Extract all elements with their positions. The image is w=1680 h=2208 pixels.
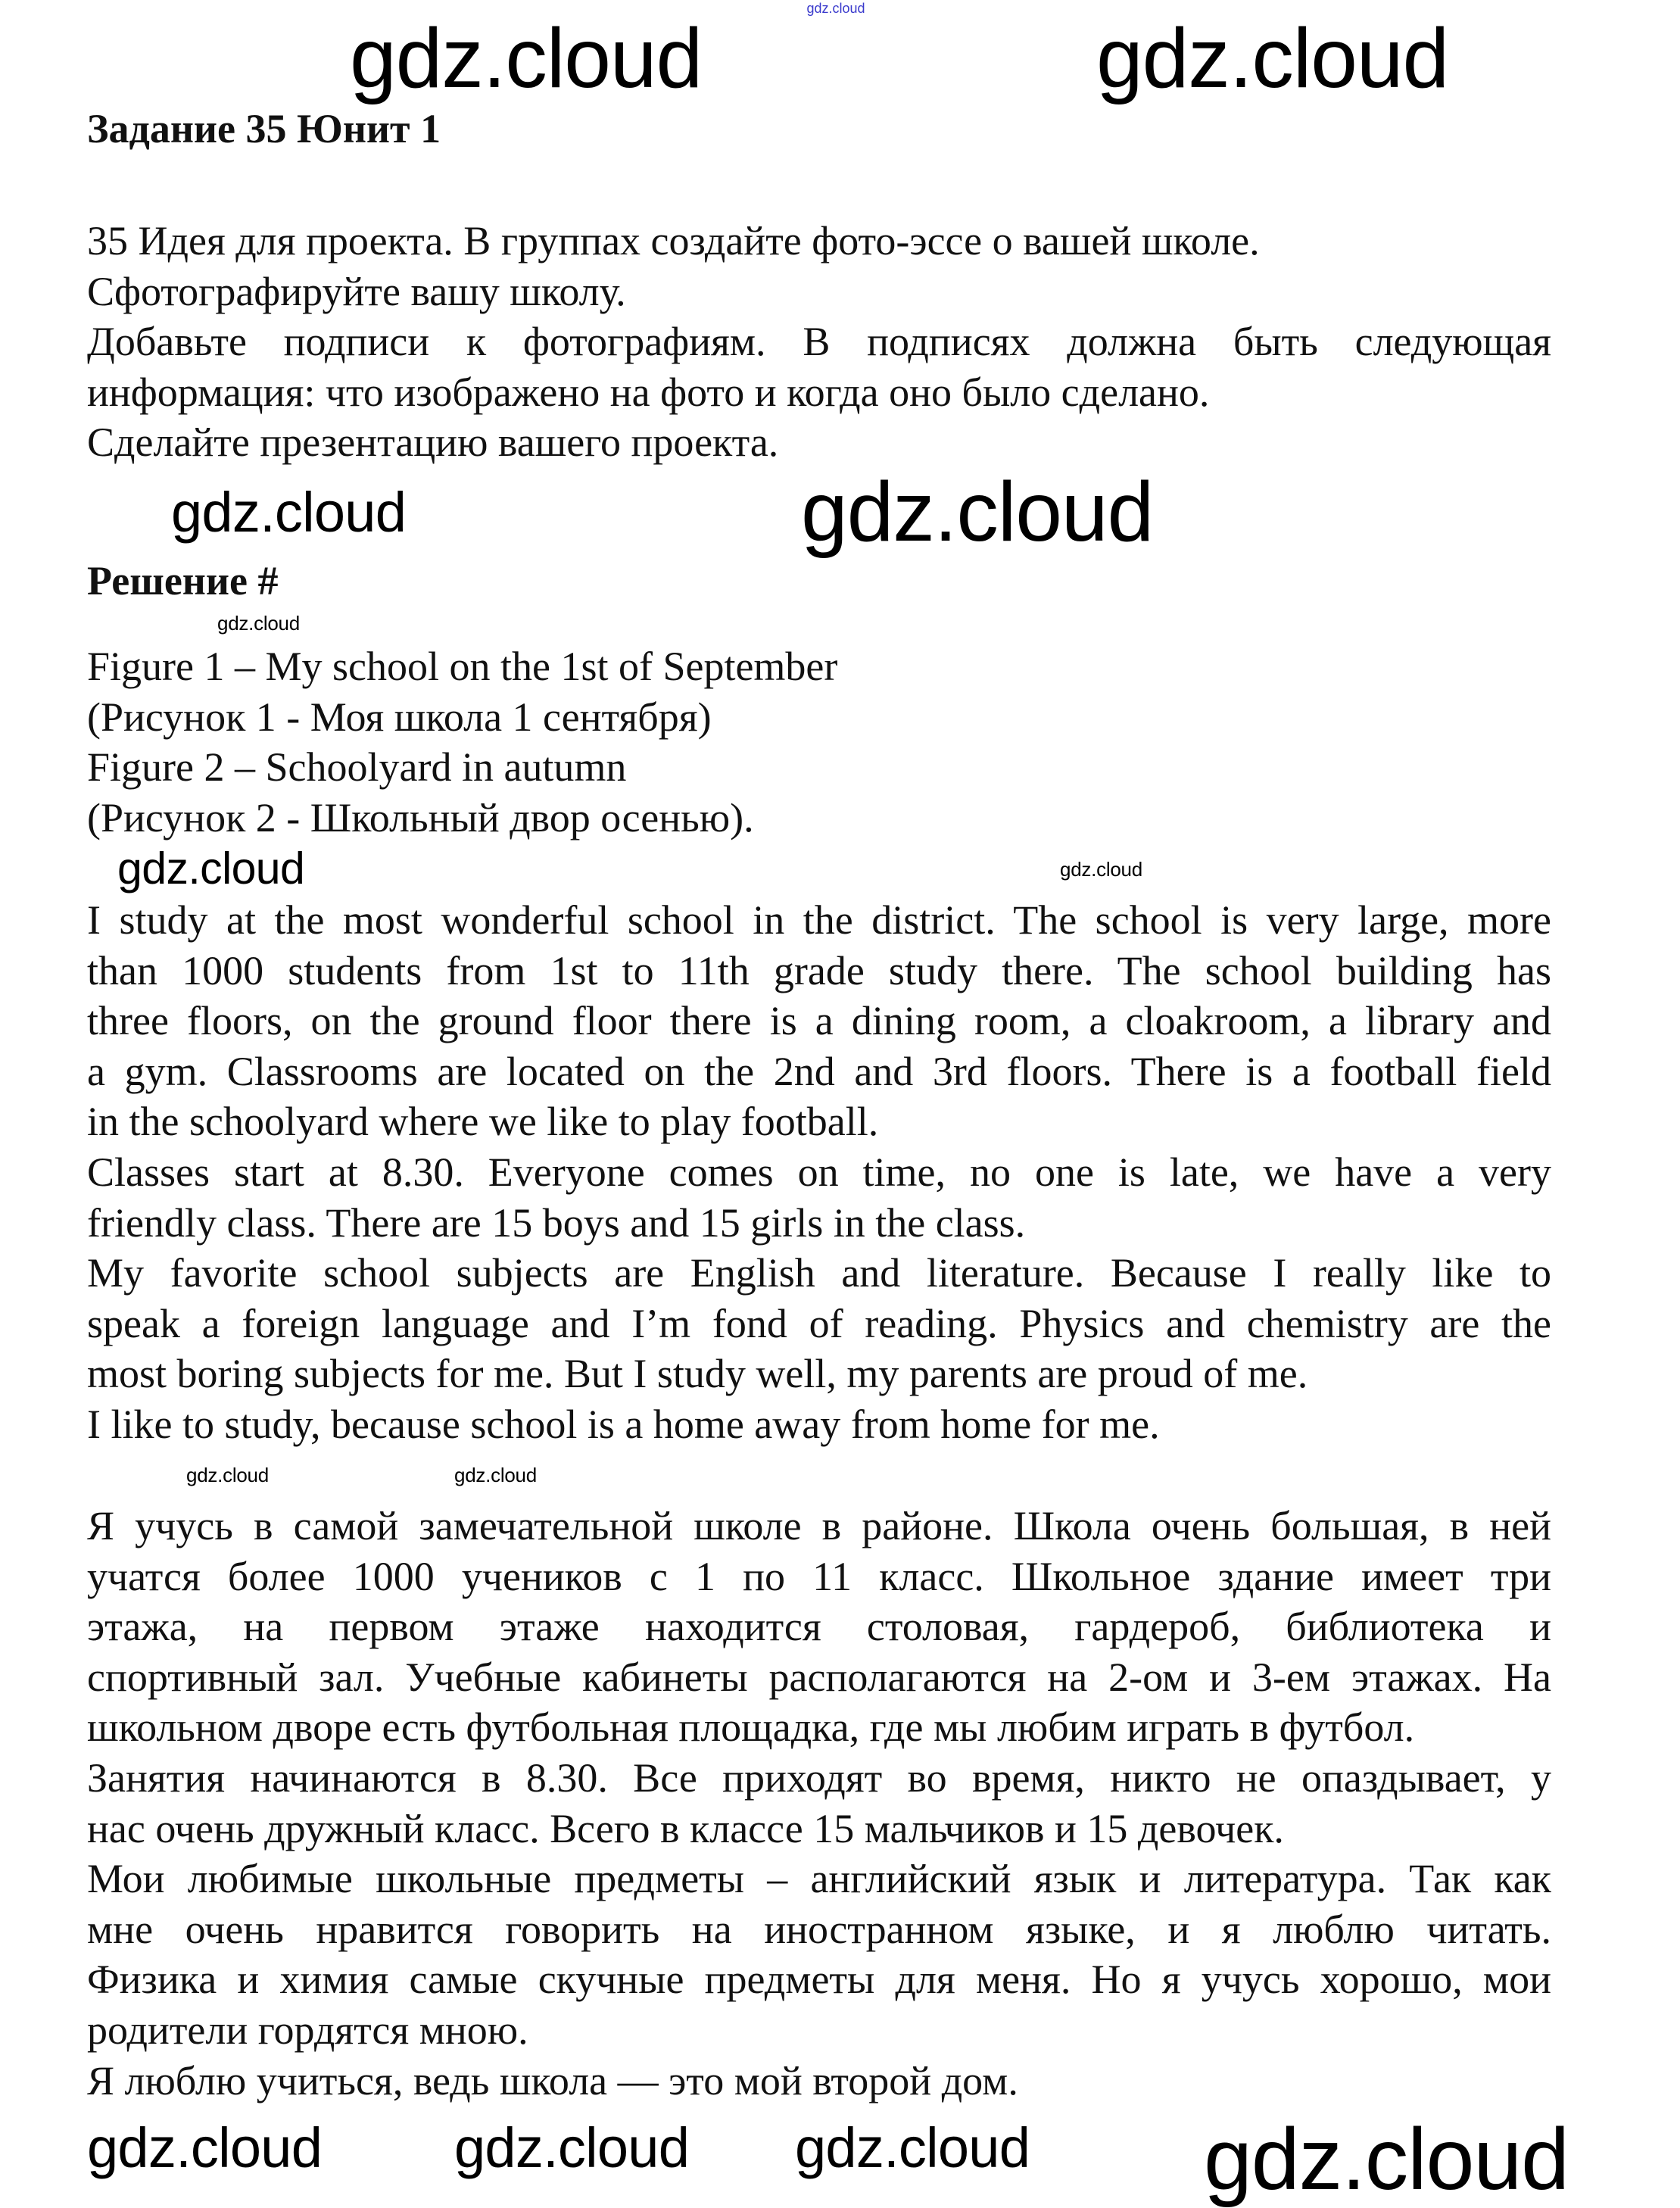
text-line: учатся более 1000 учеников с 1 по 11 класс. Школьное здание имеет три — [87, 1553, 1551, 1599]
text-line: in the schoolyard where we like to play football. — [87, 1099, 879, 1145]
watermark: gdz.cloud — [171, 481, 407, 544]
text-line: Classes start at 8.30. Everyone comes on time, no one is late, we have a very — [87, 1149, 1551, 1195]
text-line: Физика и химия самые скучные предметы для меня. Но я учусь хорошо, мои — [87, 1957, 1551, 2003]
text-line: мне очень нравится говорить на иностранном языке, и я люблю читать. — [87, 1906, 1551, 1952]
watermark: gdz.cloud — [1060, 858, 1142, 881]
text-line: 35 Идея для проекта. В группах создайте фото-эссе о вашей школе. — [87, 218, 1260, 264]
text-line: Сделайте презентацию вашего проекта. — [87, 419, 779, 466]
english-essay — [87, 895, 1551, 1450]
text-line: than 1000 students from 1st to 11th grade study there. The school building has — [87, 947, 1551, 993]
text-line: Я люблю учиться, ведь школа — это мой второй дом. — [87, 2057, 1018, 2104]
text-line: a gym. Classrooms are located on the 2nd and 3rd floors. There is a football field — [87, 1048, 1551, 1094]
text-line: (Рисунок 1 - Моя школа 1 сентября) — [87, 694, 712, 740]
header-watermark: gdz.cloud — [806, 1, 865, 16]
text-line: Я учусь в самой замечательной школе в районе. Школа очень большая, в ней — [87, 1503, 1551, 1548]
text-line: I study at the most wonderful school in the district. The school is very large, more — [87, 897, 1551, 943]
watermark: gdz.cloud — [217, 612, 300, 635]
text-line: Добавьте подписи к фотографиям. В подписях должна быть следующая — [87, 319, 1551, 365]
solution-heading: Решение # — [87, 558, 279, 603]
text-line: информация: что изображено на фото и когда оно было сделано. — [87, 369, 1210, 415]
text-line: three floors, on the ground floor there is a dining room, a cloakroom, a library and — [87, 998, 1551, 1044]
text-line: родители гордятся мною. — [87, 2007, 528, 2053]
text-line: speak a foreign language and I’m fond of reading. Physics and chemistry are the — [87, 1300, 1551, 1346]
text-line: My favorite school subjects are English and literature. Because I really like to — [87, 1250, 1551, 1296]
watermark: gdz.cloud — [350, 11, 703, 105]
watermark: gdz.cloud — [1204, 2111, 1569, 2208]
watermark: gdz.cloud — [454, 1464, 537, 1486]
text-line: most boring subjects for me. But I study well, my parents are proud of me. — [87, 1351, 1308, 1397]
text-line: нас очень дружный класс. Всего в классе 15 мальчиков и 15 девочек. — [87, 1805, 1284, 1851]
text-line: Figure 2 – Schoolyard in autumn — [87, 744, 627, 791]
watermark: gdz.cloud — [801, 465, 1154, 559]
figure-captions — [87, 641, 1551, 843]
text-line: friendly class. There are 15 boys and 15 girls in the class. — [87, 1199, 1026, 1246]
text-line: (Рисунок 2 - Школьный двор осенью). — [87, 794, 754, 840]
watermark: gdz.cloud — [117, 844, 305, 893]
watermark: gdz.cloud — [795, 2116, 1030, 2179]
text-line: Мои любимые школьные предметы – английский язык и литература. Так как — [87, 1856, 1551, 1902]
text-line: Сфотографируйте вашу школу. — [87, 268, 626, 314]
watermark: gdz.cloud — [454, 2116, 690, 2179]
text-line: спортивный зал. Учебные кабинеты располагаются на 2-ом и 3-ем этажах. На — [87, 1654, 1551, 1700]
watermark: gdz.cloud — [186, 1464, 269, 1486]
task-text — [87, 216, 1551, 468]
page-title: Задание 35 Юнит 1 — [87, 106, 441, 151]
text-line: школьном дворе есть футбольная площадка, где мы любим играть в футбол. — [87, 1704, 1415, 1751]
text-line: I like to study, because school is a home away from home for me. — [87, 1401, 1160, 1447]
text-line: Занятия начинаются в 8.30. Все приходят во время, никто не опаздывает, у — [87, 1754, 1551, 1801]
russian-essay — [87, 1501, 1551, 2106]
text-line: Figure 1 – My school on the 1st of September — [87, 644, 838, 689]
text-line: этажа, на первом этаже находится столовая, гардероб, библиотека и — [87, 1604, 1551, 1650]
watermark: gdz.cloud — [1096, 11, 1449, 105]
watermark: gdz.cloud — [87, 2116, 323, 2179]
